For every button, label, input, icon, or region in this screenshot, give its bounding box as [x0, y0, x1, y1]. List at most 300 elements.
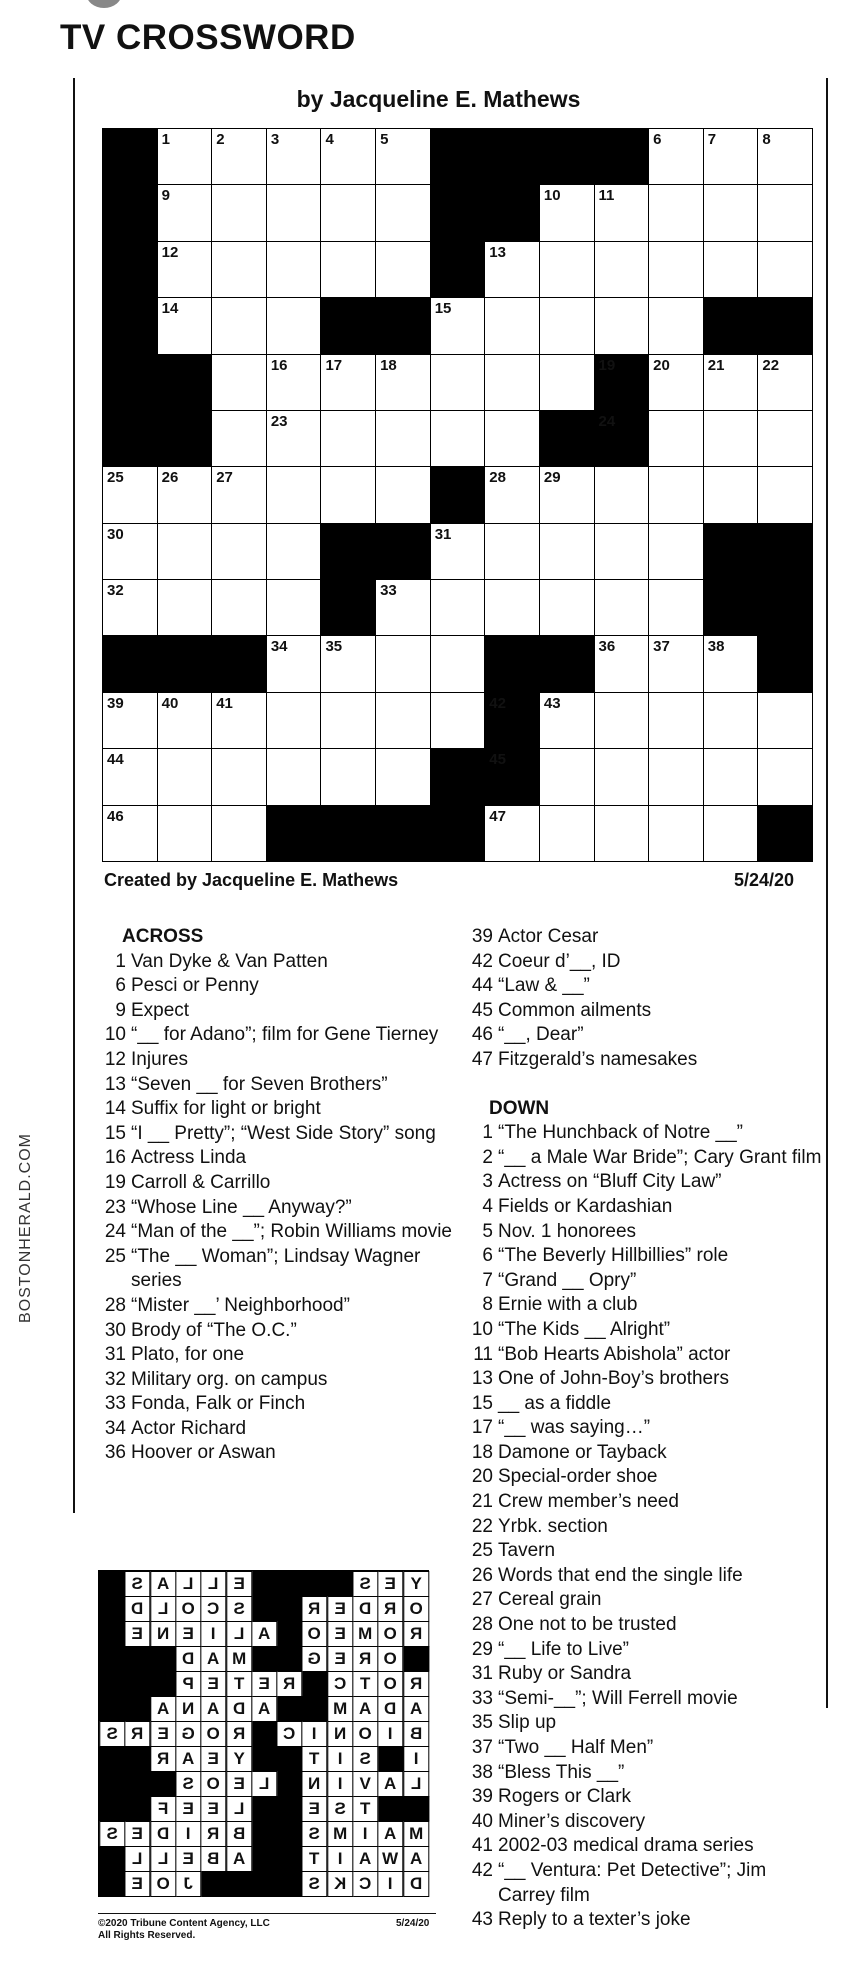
clue-text: “Semi-__”; Will Ferrell movie: [498, 1687, 738, 1709]
grid-cell[interactable]: [375, 466, 431, 523]
grid-cell[interactable]: [211, 748, 267, 805]
clue-number: 37: [653, 638, 670, 656]
grid-cell[interactable]: [539, 805, 595, 862]
clue-number: 11: [473, 1343, 493, 1365]
grid-cell[interactable]: [266, 635, 322, 692]
grid-cell[interactable]: [320, 184, 376, 241]
grid-cell[interactable]: [430, 635, 486, 692]
grid-cell[interactable]: [430, 354, 486, 411]
grid-cell[interactable]: [375, 128, 431, 185]
solution-cell: A: [200, 1646, 226, 1672]
clue-item: [98, 1171, 458, 1196]
solution-cell: T: [226, 1671, 252, 1697]
solution-cell: I: [301, 1721, 327, 1747]
solution-black-cell: [276, 1646, 302, 1672]
grid-cell[interactable]: [539, 748, 595, 805]
clue-text: Crew member’s need: [498, 1491, 679, 1513]
solution-black-cell: [99, 1846, 125, 1872]
solution-cell: D: [352, 1596, 378, 1622]
grid-cell[interactable]: [320, 128, 376, 185]
grid-cell[interactable]: [266, 128, 322, 185]
black-cell: [102, 410, 158, 467]
grid-cell[interactable]: [266, 297, 322, 354]
grid-cell[interactable]: [648, 523, 704, 580]
grid-cell[interactable]: [211, 354, 267, 411]
grid-cell[interactable]: [757, 128, 813, 185]
black-cell: [375, 805, 431, 862]
clue-item: [98, 974, 458, 999]
grid-cell[interactable]: [594, 692, 650, 749]
grid-cell[interactable]: [757, 692, 813, 749]
clue-number: 24: [104, 1221, 126, 1243]
byline: by Jacqueline E. Mathews: [296, 86, 581, 112]
clue-number: 47: [471, 1048, 493, 1070]
grid-cell[interactable]: [539, 241, 595, 298]
clue-item: [465, 1711, 825, 1736]
clue-item: [465, 1490, 825, 1515]
solution-cell: E: [251, 1671, 277, 1697]
grid-cell[interactable]: [320, 692, 376, 749]
solution-cell: L: [175, 1571, 201, 1597]
clue-text: Tavern: [498, 1540, 556, 1562]
solution-cell: M: [352, 1621, 378, 1647]
solution-black-cell: [276, 1746, 302, 1772]
grid-cell[interactable]: [594, 635, 650, 692]
black-cell: [375, 523, 431, 580]
grid-cell[interactable]: [157, 297, 213, 354]
grid-cell[interactable]: [594, 297, 650, 354]
solution-cell: M: [327, 1821, 353, 1847]
clue-number: 47: [489, 807, 506, 825]
clue-number: 8: [482, 1294, 493, 1316]
grid-cell[interactable]: [648, 241, 704, 298]
solution-cell: S: [124, 1571, 150, 1597]
grid-cell[interactable]: [320, 466, 376, 523]
clue-text: Cereal grain: [498, 1589, 602, 1611]
grid-cell[interactable]: [102, 523, 158, 580]
clue-text: Hoover or Aswan: [131, 1442, 276, 1464]
grid-cell[interactable]: [757, 748, 813, 805]
clue-number: 41: [471, 1835, 493, 1857]
clue-number: 25: [471, 1540, 493, 1562]
grid-cell[interactable]: [648, 297, 704, 354]
clue-item: [465, 1687, 825, 1712]
grid-cell[interactable]: [211, 410, 267, 467]
clue-number: 10: [471, 1318, 493, 1340]
grid-cell[interactable]: [320, 354, 376, 411]
grid-cell[interactable]: [648, 692, 704, 749]
clue-number: 16: [104, 1147, 126, 1169]
solution-cell: I: [403, 1746, 429, 1772]
grid-cell[interactable]: [157, 184, 213, 241]
grid-cell[interactable]: [484, 466, 540, 523]
grid-cell[interactable]: [703, 466, 759, 523]
clue-item: [465, 1564, 825, 1589]
clue-number: 32: [104, 1368, 126, 1390]
black-cell: [320, 523, 376, 580]
solution-cell: E: [124, 1821, 150, 1847]
grid-cell[interactable]: [594, 466, 650, 523]
grid-cell[interactable]: [266, 579, 322, 636]
solution-black-cell: [124, 1646, 150, 1672]
clue-number: 40: [161, 694, 179, 712]
grid-cell[interactable]: [320, 241, 376, 298]
solution-cell: E: [175, 1796, 201, 1822]
solution-cell: R: [124, 1721, 150, 1747]
clue-number: 3: [482, 1171, 493, 1193]
solution-cell: E: [226, 1771, 252, 1797]
black-cell: [430, 805, 486, 862]
grid-cell[interactable]: [648, 579, 704, 636]
grid-cell[interactable]: [211, 692, 267, 749]
grid-cell[interactable]: [703, 805, 759, 862]
grid-cell[interactable]: [539, 466, 595, 523]
clue-number: 37: [471, 1737, 493, 1758]
solution-grid: [98, 1570, 429, 1897]
grid-cell[interactable]: [648, 635, 704, 692]
clue-text: Rogers or Clark: [498, 1786, 632, 1808]
solution-black-cell: [99, 1796, 125, 1822]
solution-cell: A: [200, 1696, 226, 1722]
grid-cell[interactable]: [375, 184, 431, 241]
solution-cell: S: [327, 1796, 353, 1822]
grid-cell[interactable]: [211, 128, 267, 185]
black-cell: [484, 184, 540, 241]
grid-cell[interactable]: [539, 297, 595, 354]
solution-cell: S: [226, 1596, 252, 1622]
clue-text: “The __ Woman”; Lindsay Wagner series: [131, 1245, 421, 1292]
clue-item: [98, 1196, 458, 1221]
grid-cell[interactable]: [757, 466, 813, 523]
grid-cell[interactable]: [594, 241, 650, 298]
grid-cell[interactable]: [157, 241, 213, 298]
down-heading: DOWN: [489, 1097, 550, 1119]
solution-cell: E: [327, 1596, 353, 1622]
clue-text: Carroll & Carrillo: [131, 1171, 271, 1193]
black-cell: [430, 128, 486, 185]
grid-cell[interactable]: [266, 410, 322, 467]
grid-cell[interactable]: [594, 184, 650, 241]
grid-cell[interactable]: [430, 297, 486, 354]
grid-cell[interactable]: [484, 805, 540, 862]
clue-number: 18: [380, 356, 397, 374]
grid-cell[interactable]: [430, 523, 486, 580]
solution-black-cell: [251, 1571, 277, 1597]
clue-number: 15: [434, 300, 452, 318]
grid-cell[interactable]: [484, 579, 540, 636]
solution-cell: O: [377, 1646, 403, 1672]
grid-cell[interactable]: [539, 579, 595, 636]
grid-cell[interactable]: [594, 523, 650, 580]
grid-cell[interactable]: [703, 692, 759, 749]
grid-cell[interactable]: [320, 748, 376, 805]
grid-cell[interactable]: [703, 748, 759, 805]
grid-cell[interactable]: [648, 410, 704, 467]
grid-cell[interactable]: [157, 692, 213, 749]
solution-cell: T: [301, 1846, 327, 1872]
grid-cell[interactable]: [211, 523, 267, 580]
clue-text: Brody of “The O.C.”: [131, 1319, 297, 1341]
grid-cell[interactable]: [594, 805, 650, 862]
clue-item: [465, 1220, 825, 1245]
solution-cell: D: [377, 1696, 403, 1722]
grid-cell[interactable]: [539, 354, 595, 411]
grid-cell[interactable]: [648, 184, 704, 241]
grid-cell[interactable]: [266, 692, 322, 749]
clue-text: 2002-03 medical drama series: [498, 1835, 754, 1857]
clue-number: 30: [107, 525, 124, 543]
solution-cell: D: [150, 1821, 176, 1847]
clue-text: “The Beverly Hillbillies” role: [498, 1245, 729, 1267]
clue-text: “Mister __’ Neighborhood”: [131, 1294, 350, 1316]
clue-item: [465, 1834, 825, 1859]
solution-cell: J: [175, 1871, 201, 1897]
grid-cell[interactable]: [102, 579, 158, 636]
clue-number: 29: [471, 1638, 493, 1660]
solution-cell: O: [200, 1771, 226, 1797]
solution-cell: S: [301, 1821, 327, 1847]
solution-cell: A: [150, 1571, 176, 1597]
black-cell: [266, 805, 322, 862]
black-cell: [703, 579, 759, 636]
logo-icon: [86, 0, 122, 8]
grid-cell[interactable]: [375, 579, 431, 636]
grid-cell[interactable]: [375, 241, 431, 298]
clue-number: 10: [104, 1024, 126, 1046]
clue-item: [465, 1244, 825, 1269]
grid-cell[interactable]: [539, 692, 595, 749]
clue-number: 39: [471, 926, 493, 947]
grid-cell[interactable]: [594, 748, 650, 805]
grid-cell[interactable]: [757, 241, 813, 298]
clue-number: 20: [471, 1466, 493, 1488]
solution-cell: E: [327, 1646, 353, 1672]
solution-cell: A: [352, 1696, 378, 1722]
grid-cell[interactable]: [703, 354, 759, 411]
clue-number: 42: [471, 1859, 493, 1881]
solution-black-cell: [99, 1746, 125, 1772]
clue-number: 13: [489, 243, 506, 261]
solution-cell: O: [352, 1721, 378, 1747]
clue-number: 7: [707, 131, 717, 148]
solution-black-cell: [276, 1796, 302, 1822]
grid-cell[interactable]: [648, 805, 704, 862]
clue-item: [465, 1515, 825, 1540]
grid-cell[interactable]: [648, 466, 704, 523]
grid-cell[interactable]: [211, 241, 267, 298]
grid-cell[interactable]: [266, 748, 322, 805]
grid-date: 5/24/20: [734, 870, 795, 890]
clue-number: 23: [270, 412, 288, 430]
grid-cell[interactable]: [157, 523, 213, 580]
solution-cell: D: [226, 1696, 252, 1722]
solution-cell: A: [226, 1846, 252, 1872]
solution-cell: O: [377, 1621, 403, 1647]
solution-cell: E: [200, 1746, 226, 1772]
clue-text: Fitzgerald’s namesakes: [498, 1048, 698, 1070]
grid-cell[interactable]: [484, 241, 540, 298]
solution-cell: I: [377, 1721, 403, 1747]
clue-text: Injures: [131, 1048, 189, 1070]
solution-cell: L: [226, 1796, 252, 1822]
clue-item: [465, 925, 825, 950]
grid-cell[interactable]: [157, 128, 213, 185]
clue-item: [98, 1073, 458, 1098]
grid-cell[interactable]: [539, 184, 595, 241]
grid-cell[interactable]: [648, 748, 704, 805]
clue-item: [98, 1122, 458, 1147]
grid-cell[interactable]: [375, 410, 431, 467]
grid-cell[interactable]: [211, 579, 267, 636]
solution-cell: B: [403, 1721, 429, 1747]
solution-black-cell: [226, 1871, 252, 1897]
clue-number: 14: [104, 1098, 126, 1120]
solution-black-cell: [124, 1671, 150, 1697]
grid-cell[interactable]: [375, 692, 431, 749]
grid-cell[interactable]: [266, 523, 322, 580]
clue-item: [98, 1417, 458, 1442]
grid-cell[interactable]: [157, 466, 213, 523]
grid-cell[interactable]: [703, 241, 759, 298]
clue-number: 22: [471, 1515, 493, 1537]
grid-cell[interactable]: [375, 635, 431, 692]
grid-cell[interactable]: [430, 579, 486, 636]
black-cell: [430, 184, 486, 241]
solution-cell: T: [301, 1746, 327, 1772]
clue-item: [465, 999, 825, 1024]
black-cell: [157, 410, 213, 467]
solution-cell: D: [124, 1596, 150, 1622]
grid-cell[interactable]: [211, 184, 267, 241]
solution-cell: R: [403, 1671, 429, 1697]
grid-cell[interactable]: [430, 692, 486, 749]
grid-cell[interactable]: [266, 241, 322, 298]
solution-cell: M: [226, 1646, 252, 1672]
clue-text: Ruby or Sandra: [498, 1663, 632, 1685]
black-cell: [757, 805, 813, 862]
grid-cell[interactable]: [539, 523, 595, 580]
solution-cell: D: [175, 1646, 201, 1672]
grid-cell[interactable]: [648, 128, 704, 185]
grid-cell[interactable]: [430, 410, 486, 467]
grid-cell[interactable]: [703, 184, 759, 241]
solution-cell: C: [327, 1671, 353, 1697]
grid-cell[interactable]: [102, 692, 158, 749]
clue-number: 14: [161, 300, 179, 318]
clue-number: 23: [104, 1196, 126, 1218]
clue-text: Actress on “Bluff City Law”: [498, 1171, 722, 1193]
grid-cell[interactable]: [211, 805, 267, 862]
grid-cell[interactable]: [102, 748, 158, 805]
grid-cell[interactable]: [484, 354, 540, 411]
clue-number: 6: [482, 1245, 493, 1267]
grid-cell[interactable]: [648, 354, 704, 411]
grid-cell[interactable]: [102, 466, 158, 523]
across-clues: [98, 925, 458, 1466]
clue-number: 17: [471, 1417, 493, 1439]
grid-cell[interactable]: [320, 410, 376, 467]
solution-cell: L: [150, 1846, 176, 1872]
solution-cell: C: [200, 1596, 226, 1622]
clue-text: Ernie with a club: [498, 1294, 638, 1316]
solution-cell: E: [175, 1846, 201, 1872]
grid-cell[interactable]: [757, 354, 813, 411]
solution-black-cell: [124, 1771, 150, 1797]
grid-cell[interactable]: [320, 635, 376, 692]
black-cell: [430, 241, 486, 298]
grid-cell[interactable]: [375, 748, 431, 805]
black-cell: [757, 579, 813, 636]
grid-cell[interactable]: [703, 635, 759, 692]
clue-number: 35: [471, 1712, 493, 1734]
black-cell: [539, 635, 595, 692]
grid-cell[interactable]: [484, 523, 540, 580]
grid-cell[interactable]: [157, 748, 213, 805]
solution-cell: C: [276, 1721, 302, 1747]
grid-cell[interactable]: [157, 579, 213, 636]
solution-cell: L: [251, 1771, 277, 1797]
black-cell: [157, 354, 213, 411]
grid-cell[interactable]: [266, 184, 322, 241]
black-cell: [430, 748, 486, 805]
clue-number: 30: [104, 1319, 126, 1341]
grid-cell[interactable]: [594, 579, 650, 636]
solution-cell: L: [200, 1571, 226, 1597]
clue-number: 25: [107, 469, 124, 487]
black-cell: [757, 523, 813, 580]
grid-cell[interactable]: [266, 466, 322, 523]
black-cell: [320, 805, 376, 862]
grid-cell[interactable]: [211, 297, 267, 354]
clue-number: 8: [762, 131, 771, 148]
grid-cell[interactable]: [484, 410, 540, 467]
clue-item: [465, 1662, 825, 1687]
grid-cell[interactable]: [757, 184, 813, 241]
grid-cell[interactable]: [757, 410, 813, 467]
grid-cell[interactable]: [266, 354, 322, 411]
clue-text: Actor Cesar: [498, 926, 599, 947]
solution-black-cell: [99, 1771, 125, 1797]
solution-cell: B: [200, 1846, 226, 1872]
clue-number: 31: [104, 1344, 126, 1366]
solution-cell: A: [175, 1746, 201, 1772]
clue-number: 5: [380, 131, 389, 148]
grid-cell[interactable]: [157, 805, 213, 862]
grid-cell[interactable]: [484, 297, 540, 354]
solution-cell: E: [377, 1571, 403, 1597]
clue-number: 9: [115, 999, 126, 1021]
left-rule: [73, 78, 75, 1513]
solution-cell: L: [124, 1846, 150, 1872]
grid-cell[interactable]: [703, 410, 759, 467]
clue-number: 4: [325, 131, 334, 148]
clue-text: Van Dyke & Van Patten: [131, 950, 328, 972]
grid-cell[interactable]: [211, 466, 267, 523]
grid-cell[interactable]: [102, 805, 158, 862]
solution-cell: A: [352, 1846, 378, 1872]
solution-cell: R: [150, 1746, 176, 1772]
clue-item: [465, 1588, 825, 1613]
solution-cell: B: [226, 1821, 252, 1847]
grid-cell[interactable]: [375, 354, 431, 411]
clue-item: [98, 1392, 458, 1417]
clue-number: 27: [216, 469, 233, 487]
solution-cell: O: [403, 1596, 429, 1622]
clue-text: Miner’s discovery: [498, 1810, 646, 1832]
grid-cell[interactable]: [703, 128, 759, 185]
solution-cell: L: [403, 1771, 429, 1797]
black-cell: [594, 410, 650, 467]
